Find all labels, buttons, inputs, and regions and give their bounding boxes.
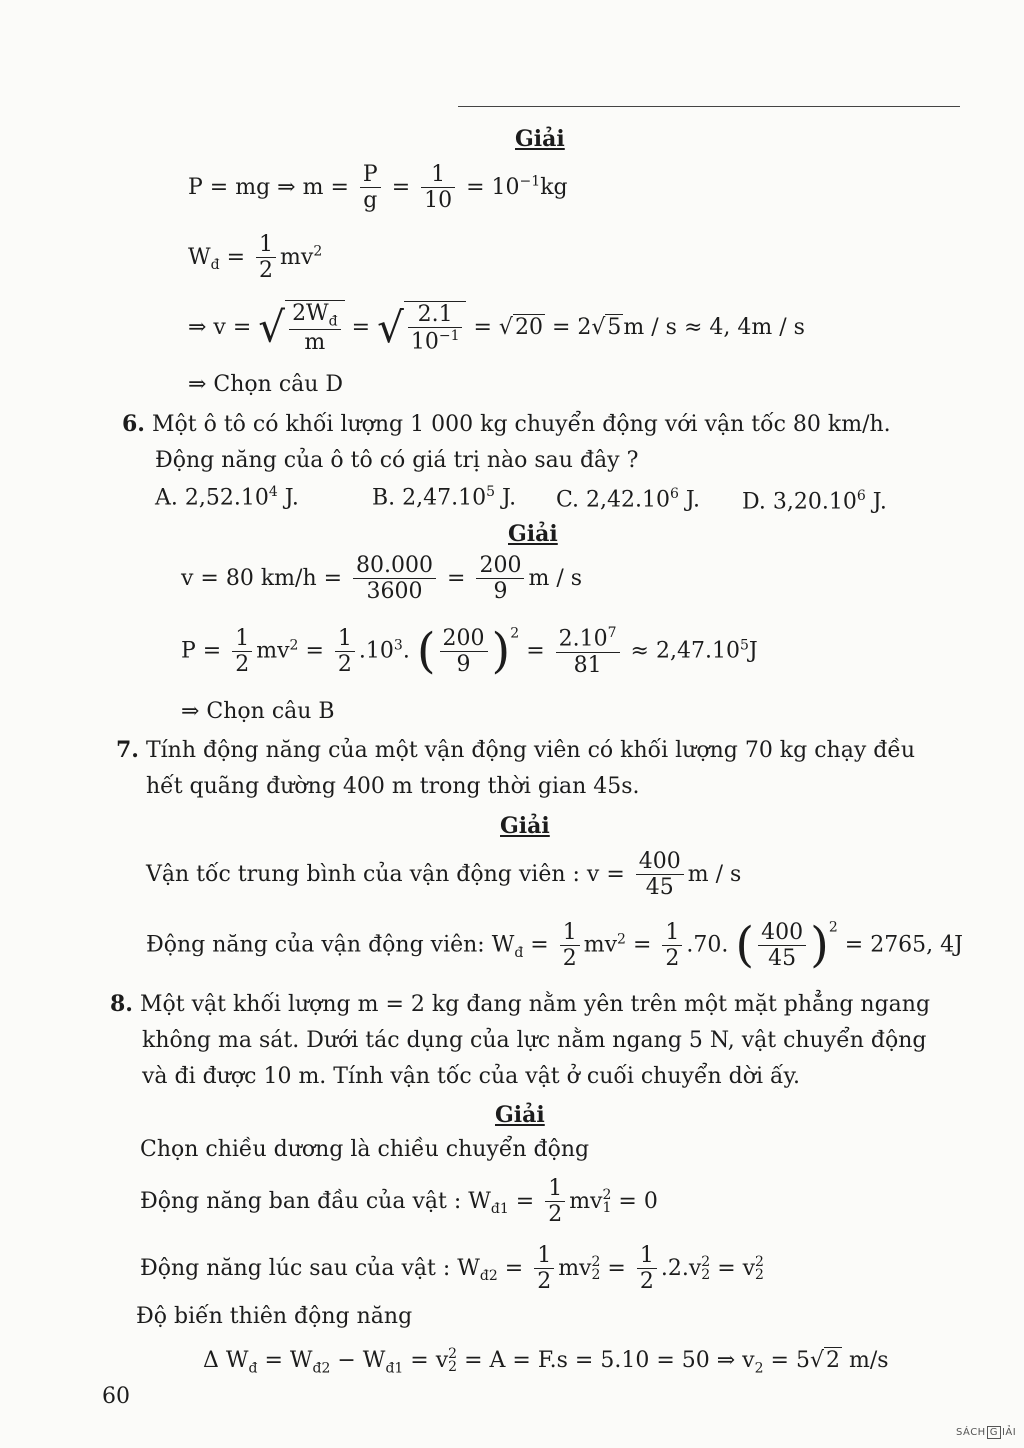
fraction: $\frac{1}{2}$ xyxy=(545,1176,565,1228)
p5-line-2: $W_đ$ = $\frac{1}{2}$ $mv^2$ xyxy=(188,232,323,284)
solution-heading-5: Giải xyxy=(515,126,565,152)
q6-option-b: B. 2,47.10$^5$ J. xyxy=(372,484,517,511)
solution-heading-8: Giải xyxy=(495,1102,545,1128)
fraction: $\frac{1}{2}$ xyxy=(662,920,682,972)
fraction: $\frac{1}{2}$ xyxy=(560,920,580,972)
q8-text-2: không ma sát. Dưới tác dụng của lực nằm ngang 5 N, vật chuyển động xyxy=(142,1028,927,1053)
q7-solution-2: Động năng của vận động viên: $W_đ$ = $\frac{1}{2}$ $mv^2$ = $\frac{1}{2}$ .70. ( $\frac{400}{45}$ )$^2$ = 2765, 4J xyxy=(146,917,963,973)
q8-solution-4: Độ biến thiên động năng xyxy=(136,1304,413,1329)
fraction: $\frac{200}{9}$ xyxy=(440,626,488,678)
fraction: $\frac{1}{2}$ xyxy=(534,1243,554,1295)
fraction: $\frac{P}{g}$ xyxy=(360,162,381,214)
fraction: $\frac{1}{2}$ xyxy=(256,232,276,284)
fraction: $\frac{80.000}{3600}$ xyxy=(353,553,436,605)
p5-line-3: ⇒ v = √ $\frac{2W_đ}{m}$ = √ $\frac{2.1}{10^{-1}}$ = √20 = 2√5m / s ≈ 4, 4m / s xyxy=(188,301,805,356)
p5-answer: ⇒ Chọn câu D xyxy=(188,372,344,397)
fraction: $\frac{1}{2}$ xyxy=(335,626,355,678)
q8-solution-5: Δ $W_đ = W_{đ2} - W_{đ1} = v$ 2 2 = A = F.s = 5.10 = 50 ⇒ $v_2 = 5√2$ m/s xyxy=(203,1346,889,1377)
sqrt-expression: √ $\frac{2W_đ}{m}$ xyxy=(258,300,344,356)
q7-text: 7. Tính động năng của một vận động viên có khối lượng 70 kg chạy đều xyxy=(116,737,916,763)
p5-line-1: P = mg ⇒ m = $\frac{P}{g}$ = $\frac{1}{10}$ = $10^{-1}kg$ xyxy=(188,162,568,214)
top-rule xyxy=(458,106,960,107)
q6-text-2: Động năng của ô tô có giá trị nào sau đây ? xyxy=(155,448,639,473)
q6-solution-2: P = $\frac{1}{2}$ $mv^2$ = $\frac{1}{2}$ $.10^3$. ( $\frac{200}{9}$ )$^2$ = $\frac{2.10^7}{81}$ ≈ $2,47.10^5J$ xyxy=(181,623,758,679)
fraction: $\frac{1}{2}$ xyxy=(232,626,252,678)
q8-solution-1: Chọn chiều dương là chiều chuyển động xyxy=(140,1137,590,1162)
page-number: 60 xyxy=(102,1384,130,1409)
fraction: $\frac{1}{2}$ xyxy=(637,1243,657,1295)
q6-text: 6. Một ô tô có khối lượng 1 000 kg chuyển động với vận tốc 80 km/h. xyxy=(122,411,891,437)
fraction: $\frac{1}{10}$ xyxy=(421,162,455,214)
q8-solution-2: Động năng ban đầu của vật : $W_{đ1}$ = $\frac{1}{2}$ mv 2 1 = 0 xyxy=(140,1176,658,1228)
q6-option-d: D. 3,20.10$^6$ J. xyxy=(742,488,887,515)
q7-solution-1: Vận tốc trung bình của vận động viên : v = $\frac{400}{45}$ m / s xyxy=(146,849,742,901)
fraction: $\frac{2.10^7}{81}$ xyxy=(556,625,620,678)
solution-heading-6: Giải xyxy=(508,521,558,547)
q6-option-a: A. 2,52.10$^4$ J. xyxy=(155,484,299,511)
q8-text-3: và đi được 10 m. Tính vận tốc của vật ở cuối chuyển dời ấy. xyxy=(142,1064,800,1089)
q6-option-c: C. 2,42.10$^6$ J. xyxy=(556,486,701,513)
fraction: $\frac{400}{45}$ xyxy=(636,849,684,901)
q7-text-2: hết quãng đường 400 m trong thời gian 45s. xyxy=(146,774,640,799)
sqrt-expression: √ $\frac{2.1}{10^{-1}}$ xyxy=(377,301,466,355)
q8-solution-3: Động năng lúc sau của vật : $W_{đ2}$ = $\frac{1}{2}$ mv 2 2 = $\frac{1}{2}$ .2.v 2 2 = v 2 2 xyxy=(140,1243,764,1295)
fraction: $\frac{400}{45}$ xyxy=(758,920,806,972)
solution-heading-7: Giải xyxy=(500,813,550,839)
q6-solution-1: v = 80 km/h = $\frac{80.000}{3600}$ = $\frac{200}{9}$ m / s xyxy=(181,553,583,605)
q8-text: 8. Một vật khối lượng m = 2 kg đang nằm yên trên một mặt phẳng ngang xyxy=(110,991,931,1017)
publisher-logo: SÁCH G IẢI xyxy=(956,1427,1017,1438)
q6-answer: ⇒ Chọn câu B xyxy=(181,699,335,724)
fraction: $\frac{200}{9}$ xyxy=(476,553,524,605)
